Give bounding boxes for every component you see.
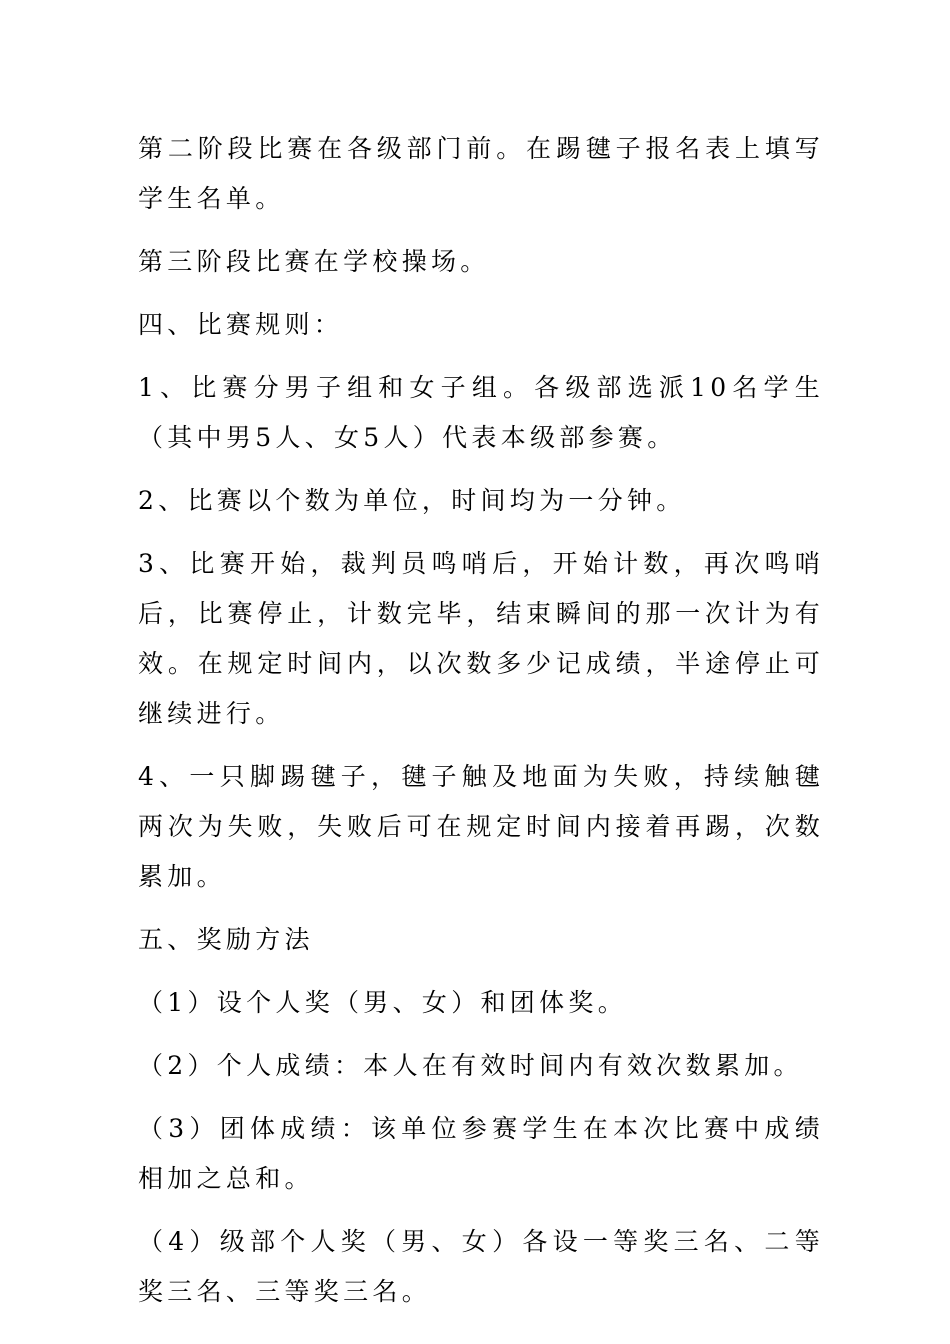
award-item-4: （4）级部个人奖（男、女）各设一等奖三名、二等奖三名、三等奖三名。 (138, 1227, 824, 1306)
award-item-1: （1）设个人奖（男、女）和团体奖。 (138, 988, 628, 1017)
rule-item-2: 2、比赛以个数为单位，时间均为一分钟。 (138, 486, 686, 515)
section-heading-awards: 五、奖励方法 (138, 925, 314, 954)
rule-item-1: 1、比赛分男子组和女子组。各级部选派10名学生（其中男5人、女5人）代表本级部参赛。 (138, 373, 824, 452)
paragraph-stage-two: 第二阶段比赛在各级部门前。在踢毽子报名表上填写学生名单。 (138, 134, 824, 213)
award-item-3: （3）团体成绩：该单位参赛学生在本次比赛中成绩相加之总和。 (138, 1114, 824, 1193)
paragraph-stage-three: 第三阶段比赛在学校操场。 (138, 247, 490, 276)
rule-item-4: 4、一只脚踢毽子，毽子触及地面为失败，持续触毽两次为失败，失败后可在规定时间内接着再踢，次数累加。 (138, 762, 824, 891)
section-heading-rules: 四、比赛规则： (138, 310, 344, 339)
award-item-2: （2）个人成绩：本人在有效时间内有效次数累加。 (138, 1051, 803, 1080)
document-body (138, 124, 824, 1330)
rule-item-3: 3、比赛开始，裁判员鸣哨后，开始计数，再次鸣哨后，比赛停止，计数完毕，结束瞬间的那一次计为有效。在规定时间内，以次数多少记成绩，半途停止可继续进行。 (138, 549, 824, 728)
